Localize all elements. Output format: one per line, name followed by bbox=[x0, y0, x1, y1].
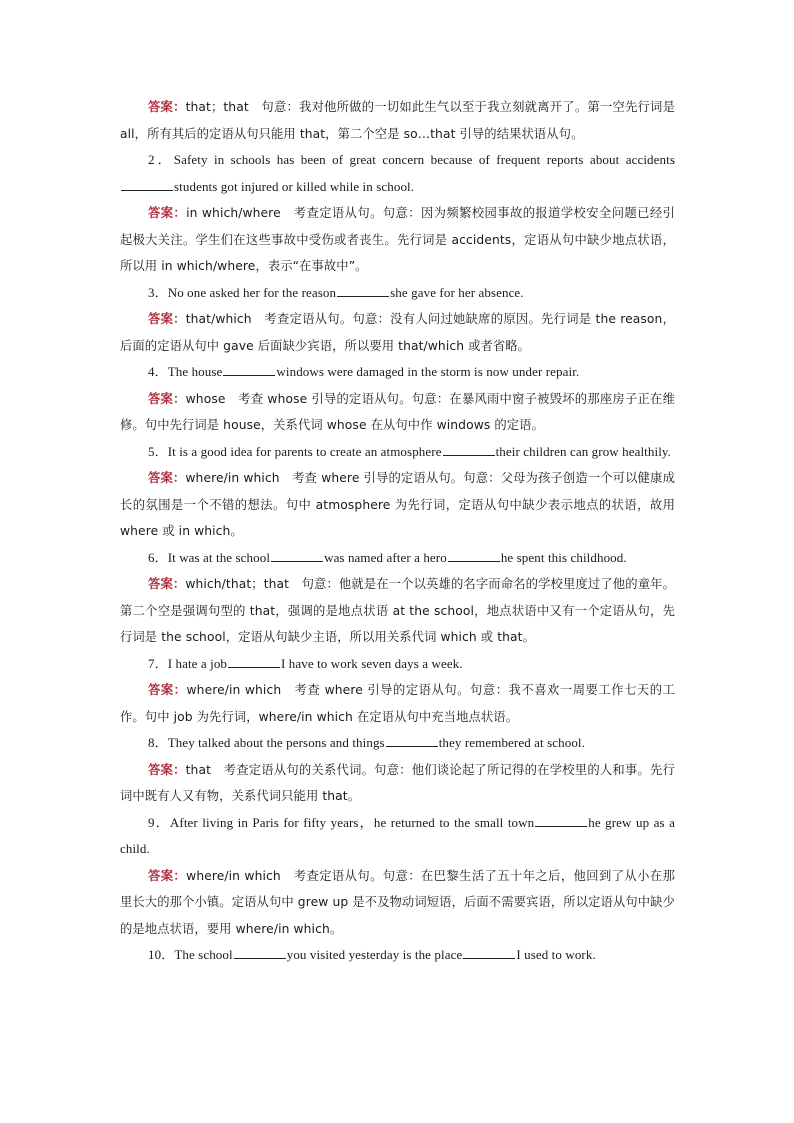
question-text-before: I hate a job bbox=[167, 655, 228, 671]
question-text-mid: was named after a hero bbox=[324, 549, 447, 565]
answer-blank bbox=[448, 550, 500, 562]
question-text-after: windows were damaged in the storm is now under repair. bbox=[276, 364, 580, 379]
answer-label: 答案： bbox=[148, 206, 187, 220]
answer-5 bbox=[120, 465, 675, 545]
question-text-before: They talked about the persons and things bbox=[167, 735, 385, 750]
question-text-after: students got injured or killed while in school. bbox=[174, 178, 415, 194]
answer-label: 答案： bbox=[148, 471, 186, 485]
answer-text: that；that 句意：我对他所做的一切如此生气以至于我立刻就离开了。第一空先行词是 all，所有其后的定语从句只能用 that，第二个空是 so…that 引导的结果状语从句。 bbox=[120, 100, 675, 141]
answer-3 bbox=[120, 306, 675, 359]
question-text-before: No one asked her for the reason bbox=[167, 284, 337, 300]
question-5 bbox=[120, 439, 675, 466]
answer-blank bbox=[271, 550, 323, 562]
answer-9 bbox=[120, 863, 675, 943]
answer-text: which/that；that 句意：他就是在一个以英雄的名字而命名的学校里度过了他的童年。第二个空是强调句型的 that，强调的是地点状语 at the school，地点状语中又有一个定语从句，先行词是 the school，定语从句缺少主语，所以用关系代词 which 或 that。 bbox=[120, 577, 675, 644]
question-number: 4． bbox=[148, 364, 168, 379]
question-text-before: The house bbox=[167, 364, 223, 379]
question-text-after: she gave for her absence. bbox=[390, 284, 524, 300]
answer-blank bbox=[463, 947, 515, 959]
question-text-before: It is a good idea for parents to create an atmosphere bbox=[167, 443, 442, 459]
question-text-mid: you visited yesterday is the place bbox=[286, 947, 463, 962]
answer-text: where/in which 考查 where 引导的定语从句。句意：我不喜欢一周要工作七天的工作。句中 job 为先行词，where/in which 在定语从句中充当地点状语。 bbox=[120, 683, 675, 724]
answer-blank bbox=[443, 444, 495, 456]
answer-text: whose 考查 whose 引导的定语从句。句意：在暴风雨中窗子被毁坏的那座房子正在维修。句中先行词是 house，关系代词 whose 在从句中作 windows 的定语。 bbox=[120, 391, 675, 432]
document-page bbox=[120, 94, 675, 969]
answer-label: 答案： bbox=[148, 868, 187, 883]
question-text-before: After living in Paris for fifty years，he returned to the small town bbox=[169, 814, 535, 830]
question-8 bbox=[120, 730, 675, 757]
question-text-after: he spent this childhood. bbox=[500, 549, 627, 565]
question-text-after: their children can grow healthily. bbox=[495, 443, 672, 459]
answer-text: that 考查定语从句的关系代词。句意：他们谈论起了所记得的在学校里的人和事。先行词中既有人又有物，关系代词只能用 that。 bbox=[120, 762, 675, 803]
question-number: 10． bbox=[148, 947, 175, 962]
question-9 bbox=[120, 810, 675, 863]
question-10 bbox=[120, 942, 675, 969]
answer-label: 答案： bbox=[148, 312, 186, 326]
answer-label: 答案： bbox=[148, 100, 186, 114]
answer-label: 答案： bbox=[148, 683, 187, 697]
question-number: 5． bbox=[148, 443, 168, 459]
answer-blank bbox=[223, 364, 275, 376]
question-text-before: Safety in schools has been of great concern because of frequent reports about accidents bbox=[173, 152, 675, 167]
answer-label: 答案： bbox=[148, 577, 186, 591]
answer-2 bbox=[120, 200, 675, 280]
answer-4 bbox=[120, 386, 675, 439]
answer-blank bbox=[386, 735, 438, 747]
answer-blank bbox=[535, 815, 587, 827]
answer-1 bbox=[120, 94, 675, 147]
answer-blank bbox=[228, 656, 280, 668]
question-2 bbox=[120, 147, 675, 200]
question-text-after: they remembered at school. bbox=[438, 735, 585, 750]
question-7 bbox=[120, 651, 675, 678]
question-text-after: I have to work seven days a week. bbox=[281, 655, 463, 671]
question-number: 3． bbox=[148, 284, 168, 300]
answer-blank bbox=[234, 947, 286, 959]
answer-text: in which/where 考查定语从句。句意：因为频繁校园事故的报道学校安全问题已经引起极大关注。学生们在这些事故中受伤或者丧生。先行词是 accidents，定语从句中缺少地点状语，所以用 in which/where，表示“在事故中”。 bbox=[120, 206, 675, 273]
answer-text: where/in which 考查定语从句。句意：在巴黎生活了五十年之后，他回到了从小在那里长大的那个小镇。定语从句中 grew up 是不及物动词短语，后面不需要宾语，所以定语从句中缺少的是地点状语，要用 where/in which。 bbox=[120, 868, 675, 936]
answer-8 bbox=[120, 757, 675, 810]
question-number: 9． bbox=[148, 814, 170, 830]
answer-blank bbox=[121, 179, 173, 191]
answer-label: 答案： bbox=[148, 762, 186, 777]
question-text-before: It was at the school bbox=[167, 549, 271, 565]
answer-text: that/which 考查定语从句。句意：没有人问过她缺席的原因。先行词是 the reason，后面的定语从句中 gave 后面缺少宾语，所以要用 that/which 或者省略。 bbox=[120, 312, 675, 353]
question-number: 7． bbox=[148, 655, 168, 671]
question-4 bbox=[120, 359, 675, 386]
answer-6 bbox=[120, 571, 675, 651]
answer-text: where/in which 考查 where 引导的定语从句。句意：父母为孩子创造一个可以健康成长的氛围是一个不错的想法。句中 atmosphere 为先行词，定语从句中缺少表示地点的状语，故用 where 或 in which。 bbox=[120, 471, 675, 538]
answer-7 bbox=[120, 677, 675, 730]
answer-label: 答案： bbox=[148, 391, 186, 406]
question-6 bbox=[120, 545, 675, 572]
question-text-after: he grew up as a child. bbox=[120, 814, 675, 856]
question-text-before: The school bbox=[174, 947, 233, 962]
question-number: 6． bbox=[148, 549, 168, 565]
question-text-after: I used to work. bbox=[516, 947, 596, 962]
question-number: 2． bbox=[148, 152, 174, 167]
question-3 bbox=[120, 280, 675, 307]
answer-blank bbox=[337, 285, 389, 297]
question-number: 8． bbox=[148, 735, 168, 750]
